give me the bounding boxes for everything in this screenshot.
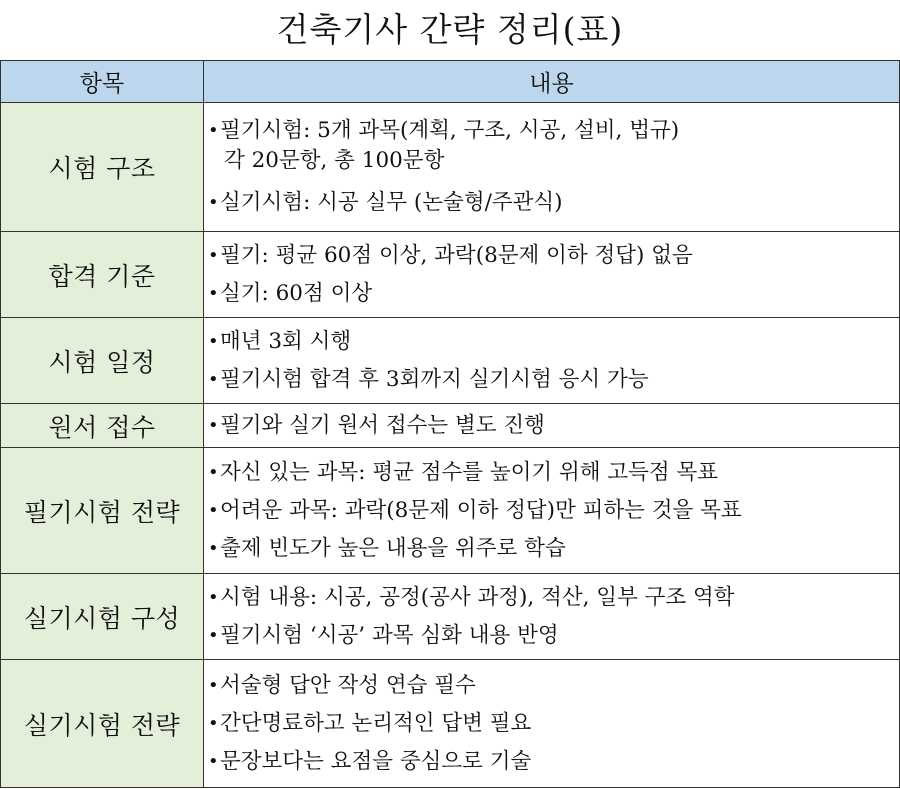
bullet-marker: •	[208, 414, 219, 436]
row-content	[204, 318, 900, 404]
row-content	[204, 404, 900, 448]
row-content	[204, 660, 900, 788]
list-item	[208, 241, 899, 271]
list-item	[208, 327, 899, 357]
table-row	[1, 404, 900, 448]
bullet-list	[208, 116, 899, 218]
bullet-marker: •	[208, 712, 219, 734]
row-content	[204, 448, 900, 574]
list-item	[208, 458, 899, 488]
row-content	[204, 574, 900, 660]
bullet-marker: •	[208, 120, 219, 141]
bullet-marker: •	[208, 244, 219, 266]
row-item-label: 합격 기준	[1, 232, 204, 318]
list-item	[208, 747, 899, 777]
bullet-marker: •	[208, 586, 219, 608]
table-header-row	[1, 61, 900, 103]
list-item-text	[220, 116, 679, 176]
bullet-marker: •	[208, 624, 219, 646]
bullet-list	[208, 458, 899, 564]
table-row	[1, 103, 900, 232]
list-item	[208, 365, 899, 395]
list-item-text: 자신 있는 과목: 평균 점수를 높이기 위해 고득점 목표	[220, 459, 719, 485]
row-item-label: 실기시험 전략	[1, 660, 204, 788]
row-item-label: 시험 구조	[1, 103, 204, 232]
list-item-text: 필기와 실기 원서 접수는 별도 진행	[220, 412, 545, 438]
list-item	[208, 188, 899, 218]
table-row	[1, 318, 900, 404]
header-item: 항목	[1, 61, 204, 103]
list-item-text: 문장보다는 요점을 중심으로 기술	[220, 748, 532, 774]
document-title: 건축기사 간략 정리(표)	[276, 10, 624, 49]
list-item-text: 매년 3회 시행	[220, 328, 352, 354]
bullet-list	[208, 241, 899, 309]
bullet-list	[208, 671, 899, 777]
bullet-list	[208, 327, 899, 395]
row-item-label: 원서 접수	[1, 404, 204, 448]
list-item	[208, 671, 899, 701]
list-item	[208, 583, 899, 613]
table-row	[1, 448, 900, 574]
list-item-text: 어려운 과목: 과락(8문제 이하 정답)만 피하는 것을 목표	[220, 497, 742, 523]
bullet-marker: •	[208, 537, 219, 559]
list-item	[208, 709, 899, 739]
bullet-list	[208, 411, 899, 441]
list-item-text: 필기시험 ‘시공’ 과목 심화 내용 반영	[220, 622, 559, 648]
row-item-label: 시험 일정	[1, 318, 204, 404]
row-content	[204, 232, 900, 318]
list-item	[208, 116, 899, 176]
list-item	[208, 621, 899, 651]
list-item-text: 실기시험: 시공 실무 (논술형/주관식)	[220, 190, 563, 215]
summary-table	[0, 60, 900, 788]
list-item-text: 출제 빈도가 높은 내용을 위주로 학습	[220, 535, 566, 561]
bullet-marker: •	[208, 330, 219, 352]
bullet-marker: •	[208, 461, 219, 483]
list-item-text: 간단명료하고 논리적인 답변 필요	[220, 710, 532, 736]
bullet-list	[208, 583, 899, 651]
table-row	[1, 232, 900, 318]
list-item-text: 시험 내용: 시공, 공정(공사 과정), 적산, 일부 구조 역학	[220, 584, 735, 610]
row-item-label: 필기시험 전략	[1, 448, 204, 574]
list-item-text: 필기: 평균 60점 이상, 과락(8문제 이하 정답) 없음	[220, 242, 693, 268]
row-content	[204, 103, 900, 232]
list-item	[208, 534, 899, 564]
bullet-marker: •	[208, 368, 219, 390]
table-row	[1, 660, 900, 788]
table-row	[1, 574, 900, 660]
header-content: 내용	[204, 61, 900, 103]
bullet-marker: •	[208, 499, 219, 521]
list-item-text: 필기시험 합격 후 3회까지 실기시험 응시 가능	[220, 366, 649, 392]
list-item-line: 필기시험: 5개 과목(계획, 구조, 시공, 설비, 법규)	[220, 118, 680, 143]
list-item	[208, 496, 899, 526]
bullet-marker: •	[208, 674, 219, 696]
bullet-marker: •	[208, 192, 219, 213]
list-item-text: 서술형 답안 작성 연습 필수	[220, 672, 476, 698]
bullet-marker: •	[208, 750, 219, 772]
list-item-text: 실기: 60점 이상	[220, 280, 373, 306]
bullet-marker: •	[208, 282, 219, 304]
row-item-label: 실기시험 구성	[1, 574, 204, 660]
list-item	[208, 411, 899, 441]
list-item	[208, 279, 899, 309]
list-item-continuation: 각 20문항, 총 100문항	[224, 148, 445, 173]
